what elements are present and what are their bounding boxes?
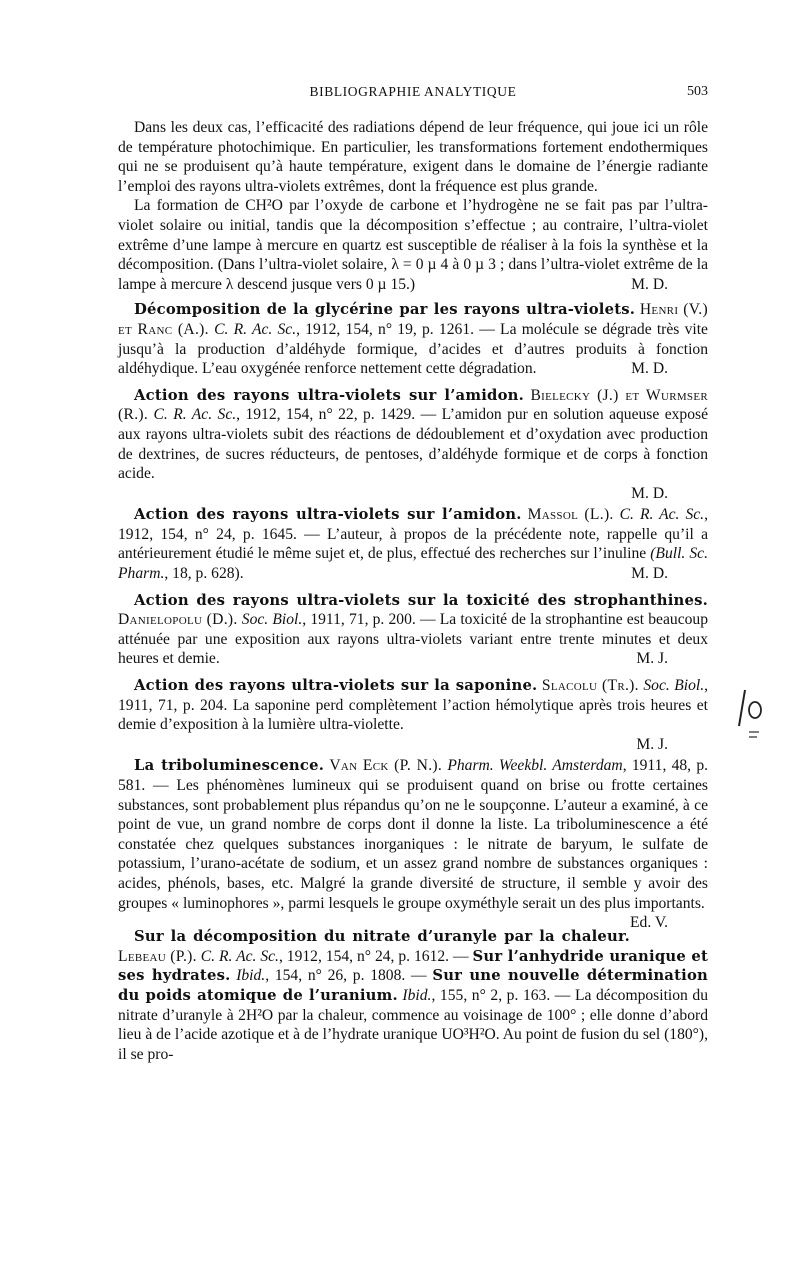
entry-signature: M. J. — [636, 650, 668, 668]
intro-paragraph-2 — [118, 196, 708, 294]
entry-signature: Ed. V. — [630, 914, 668, 932]
entry-reference: , 1912, 154, n° 22, p. 1429. — — [236, 406, 437, 424]
entry-secondary-journal: (Bull. Sc. Pharm. — [118, 545, 708, 583]
entry-text: L’amidon pur en solution aqueuse exposé aux rayons ultra-violets subit des réactions de dédoublement et d’oxydation avec production de dextrines, de sucres réducteurs, de pentoses, d’aldéhyde formique et de corps à fonction acide. — [118, 406, 709, 483]
entry-title-3: Sur une nouvelle détermination du poids atomique de l’uranium. — [118, 967, 708, 1004]
entry-reference: , 1911, 71, p. 200. — — [302, 611, 436, 629]
bibliography-entry — [118, 756, 709, 932]
entry-title: La triboluminescence. — [134, 757, 325, 775]
entry-authors: Henri (V.) et Ranc (A.). — [118, 301, 709, 338]
entry-signature: M. D. — [631, 565, 668, 583]
entry-authors: Slacolu (Tr.). — [541, 677, 639, 695]
bibliography-entry — [118, 386, 708, 504]
entry-journal: Soc. Biol. — [241, 611, 303, 629]
intro-paragraph-1: Dans les deux cas, l’efficacité des radiations dépend de leur fréquence, qui joue ici un rôle de température photochimique. En particulier, les transformations fortement endothermiques qui ne se produisent qu’à haute température, exigent dans le domaine de l’énergie radiante l’emploi des rayons ultra-violets extrêmes, dont la fréquence est plus grande. — [118, 119, 708, 195]
entry-journal: C. R. Ac. Sc. — [619, 506, 705, 524]
page-number: 503 — [687, 84, 708, 99]
entry-text: La toxicité de la strophantine est beaucoup atténuée par une exposition aux rayons ultra-violets variant entre trente minutes et deux heures et demie. — [118, 611, 709, 668]
entry-title: Sur la décomposition du nitrate d’uranyle par la chaleur. — [134, 928, 630, 946]
entry-ibid-2: Ibid. — [402, 986, 432, 1004]
entry-signature: M. J. — [636, 735, 668, 753]
entry-authors: Van Eck (P. N.). — [329, 757, 443, 775]
entry-title: Action des rayons ultra-violets sur l’amidon. — [134, 506, 522, 524]
entry-journal: C. R. Ac. Sc. — [153, 406, 237, 424]
entry-reference: , 1911, 48, p. 581. — — [118, 757, 709, 794]
entry-title: Action des rayons ultra-violets sur la saponine. — [134, 677, 538, 695]
entry-authors: Lebeau (P.). — [118, 947, 197, 965]
entry-journal: Pharm. Weekbl. Amsterdam — [447, 757, 623, 775]
entry-title-2: Sur l’anhydride uranique et ses hydrates. — [118, 947, 708, 985]
handwritten-mark-icon — [735, 686, 765, 746]
bibliography-entry — [118, 591, 708, 669]
entry-ibid-1: Ibid. — [236, 967, 266, 985]
entry-authors: Massol (L.). — [527, 506, 614, 524]
bibliography-entry — [118, 676, 708, 754]
running-head — [118, 84, 708, 104]
bibliography-entry — [118, 300, 708, 378]
entry-reference-3: , 155, n° 2, p. 163. — — [431, 986, 571, 1004]
entry-journal: Soc. Biol. — [643, 677, 705, 695]
entry-authors: Danielopolu (D.). — [118, 611, 238, 629]
entry-text: La décomposition du nitrate d’uranyle à 2H²O par la chaleur, commence au voisinage de 100° ; elle donne d’abord lieu à de l’acide azotique et à de l’hydrate uranique UO³H²O. Au point de fusion du sel (180°), il se pro- — [118, 986, 708, 1063]
handwritten-margin-note — [735, 686, 765, 746]
entry-text: La molécule se dégrade très vite jusqu’à la production d’aldéhyde formique, d’acides et d’autres produits à fonction aldéhydique. L’eau oxygénée renforce nettement cette dégradation. — [118, 320, 708, 378]
entry-text: L’auteur, à propos de la précédente note, rappelle qu’il a antérieurement étudié le même sujet et, de plus, effectué des recherches sur l’inuline — [118, 525, 708, 563]
entry-text: Les phénomènes lumineux qui se produisent quand on brise ou frotte certaines substances, sont probablement plus répandus qu’on ne le soupçonne. L’auteur a examiné, à ce point de vue, un grand nombre de corps dont il donne la liste. La triboluminescence a été constatée chez quelques substances inorganiques : le nitrate de baryum, le sulfate de potassium, l’urano-acétate de sodium, et un assez grand nombre de substances organiques : acides, phénols, bases, etc. Malgré la grande diversité de structure, il semble y avoir des groupes « luminophores », parmi lesquels le groupe oxyméthyle serait un des plus importants. — [118, 777, 709, 912]
entry-reference: , 1912, 154, n° 19, p. 1261. — — [296, 320, 495, 338]
entry-secondary-reference: , 18, p. 628). — [164, 565, 244, 583]
entry-reference: , 1912, 154, n° 24, p. 1645. — — [118, 506, 708, 543]
entry-signature: M. D. — [631, 484, 668, 502]
entry-title: Action des rayons ultra-violets sur la toxicité des strophanthines. — [134, 591, 708, 609]
body-text — [118, 118, 708, 1064]
intro-paragraph-2-text: La formation de CH²O par l’oxyde de carbone et l’hydrogène ne se fait pas par l’ultra-violet solaire ou initial, tandis que la décomposition s’effectue ; au contraire, l’ultra-violet extrême d’une lampe à mercure en quartz est susceptible de réaliser à la fois la synthèse et la décomposition. (Dans l’ultra-violet solaire, λ = 0 µ 4 à 0 µ 3 ; dans l’ultra-violet extrême de la lampe à mercure λ descend jusque vers 0 µ 15.) — [118, 197, 708, 293]
entry-journal: C. R. Ac. Sc. — [214, 320, 297, 338]
entry-reference-2: , 154, n° 26, p. 1808. — — [265, 967, 427, 985]
entry-signature: M. D. — [631, 360, 668, 378]
entry-journal: C. R. Ac. Sc. — [200, 947, 279, 965]
entry-title: Action des rayons ultra-violets sur l’amidon. — [134, 386, 524, 404]
entry-reference: , 1911, 71, p. 204. — [118, 677, 709, 714]
entry-title: Décomposition de la glycérine par les rayons ultra-violets. — [134, 301, 636, 319]
entry-reference: , 1912, 154, n° 24, p. 1612. — — [278, 947, 469, 965]
bibliography-entry — [118, 505, 708, 583]
entry-text: La saponine perd complètement l’action hémolytique après trois heures et demie d’exposition à la lumière ultra-violette. — [118, 696, 708, 734]
intro-signature: M. D. — [631, 275, 668, 293]
entry-authors: Bielecky (J.) et Wurmser (R.). — [118, 386, 708, 424]
running-title: BIBLIOGRAPHIE ANALYTIQUE — [309, 84, 517, 99]
bibliography-entry-uranium — [118, 927, 708, 1064]
